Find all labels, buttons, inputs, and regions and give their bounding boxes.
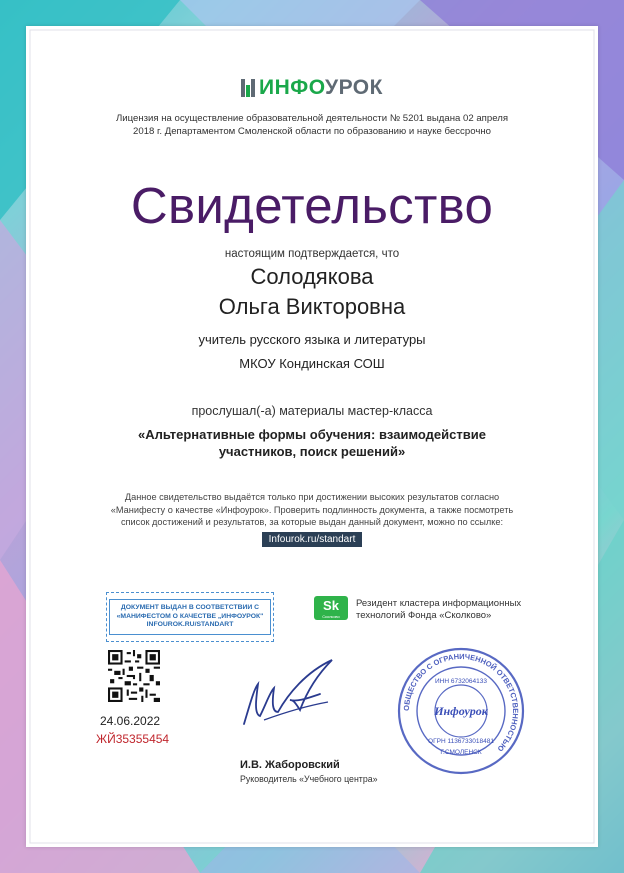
svg-text:ОГРН 1136733018481: ОГРН 1136733018481 bbox=[428, 738, 494, 745]
listened-text: прослушал(-а) материалы мастер-класса bbox=[191, 404, 433, 418]
infourok-logo bbox=[26, 76, 598, 100]
logo-text-urok: УРОК bbox=[325, 76, 383, 99]
recipient-surname: Солодякова bbox=[250, 264, 374, 289]
verification-note: Данное свидетельство выдаётся только при достижении высоких результатов согласно «Манифесту о качестве «Инфоурок». Проверить подлинность документа, а также посмотреть список достижений и результатов, за которые выдан данный документ, можно по ссылке: bbox=[110, 492, 514, 527]
svg-text:Г.СМОЛЕНСК: Г.СМОЛЕНСК bbox=[440, 749, 482, 756]
svg-text:ОБЩЕСТВО С ОГРАНИЧЕННОЙ ОТВЕТС: ОБЩЕСТВО С ОГРАНИЧЕННОЙ ОТВЕТСТВЕННОСТЬЮ bbox=[401, 651, 521, 754]
signature bbox=[236, 654, 346, 734]
license-text: Лицензия на осуществление образовательной деятельности № 5201 выдана 02 апреля 2018 г. Департаментом Смоленской области по образованию и науке бессрочно bbox=[115, 113, 509, 137]
course-title: «Альтернативные формы обучения: взаимодействие участников, поиск решений» bbox=[138, 427, 486, 459]
serial-number: ЖЙ35355454 bbox=[96, 732, 170, 746]
signer-role: Руководитель «Учебного центра» bbox=[240, 774, 378, 784]
manifest-box: ДОКУМЕНТ ВЫДАН В СООТВЕТСТВИИ С «МАНИФЕСТОМ О КАЧЕСТВЕ „ИНФОУРОК" INFOUROK.RU/STANDART bbox=[106, 592, 274, 642]
svg-text:ИНН 6732064133: ИНН 6732064133 bbox=[434, 678, 488, 685]
logo-text-info: ИНФО bbox=[259, 76, 326, 99]
skolkovo-resident-text: Резидент кластера информационных технологий Фонда «Сколково» bbox=[356, 598, 522, 621]
recipient-position: учитель русского языка и литературы bbox=[198, 332, 426, 347]
company-stamp bbox=[396, 646, 526, 776]
confirm-text: настоящим подтверждается, что bbox=[224, 248, 400, 260]
skolkovo-logo: Sk Сколково bbox=[314, 596, 348, 620]
recipient-organization: МКОУ Кондинская СОШ bbox=[239, 356, 385, 371]
standart-link[interactable]: Infourok.ru/standart bbox=[262, 532, 362, 547]
infourok-logo-icon bbox=[241, 79, 255, 97]
svg-text:Инфоурок: Инфоурок bbox=[434, 704, 488, 718]
qr-code[interactable] bbox=[108, 650, 160, 702]
issue-date: 24.06.2022 bbox=[100, 714, 161, 728]
certificate-sheet bbox=[26, 26, 598, 847]
signer-name: И.В. Жаборовский bbox=[240, 759, 340, 771]
recipient-name bbox=[26, 262, 598, 322]
recipient-given-name: Ольга Викторовна bbox=[218, 294, 406, 319]
certificate-title: Свидетельство bbox=[130, 177, 494, 234]
